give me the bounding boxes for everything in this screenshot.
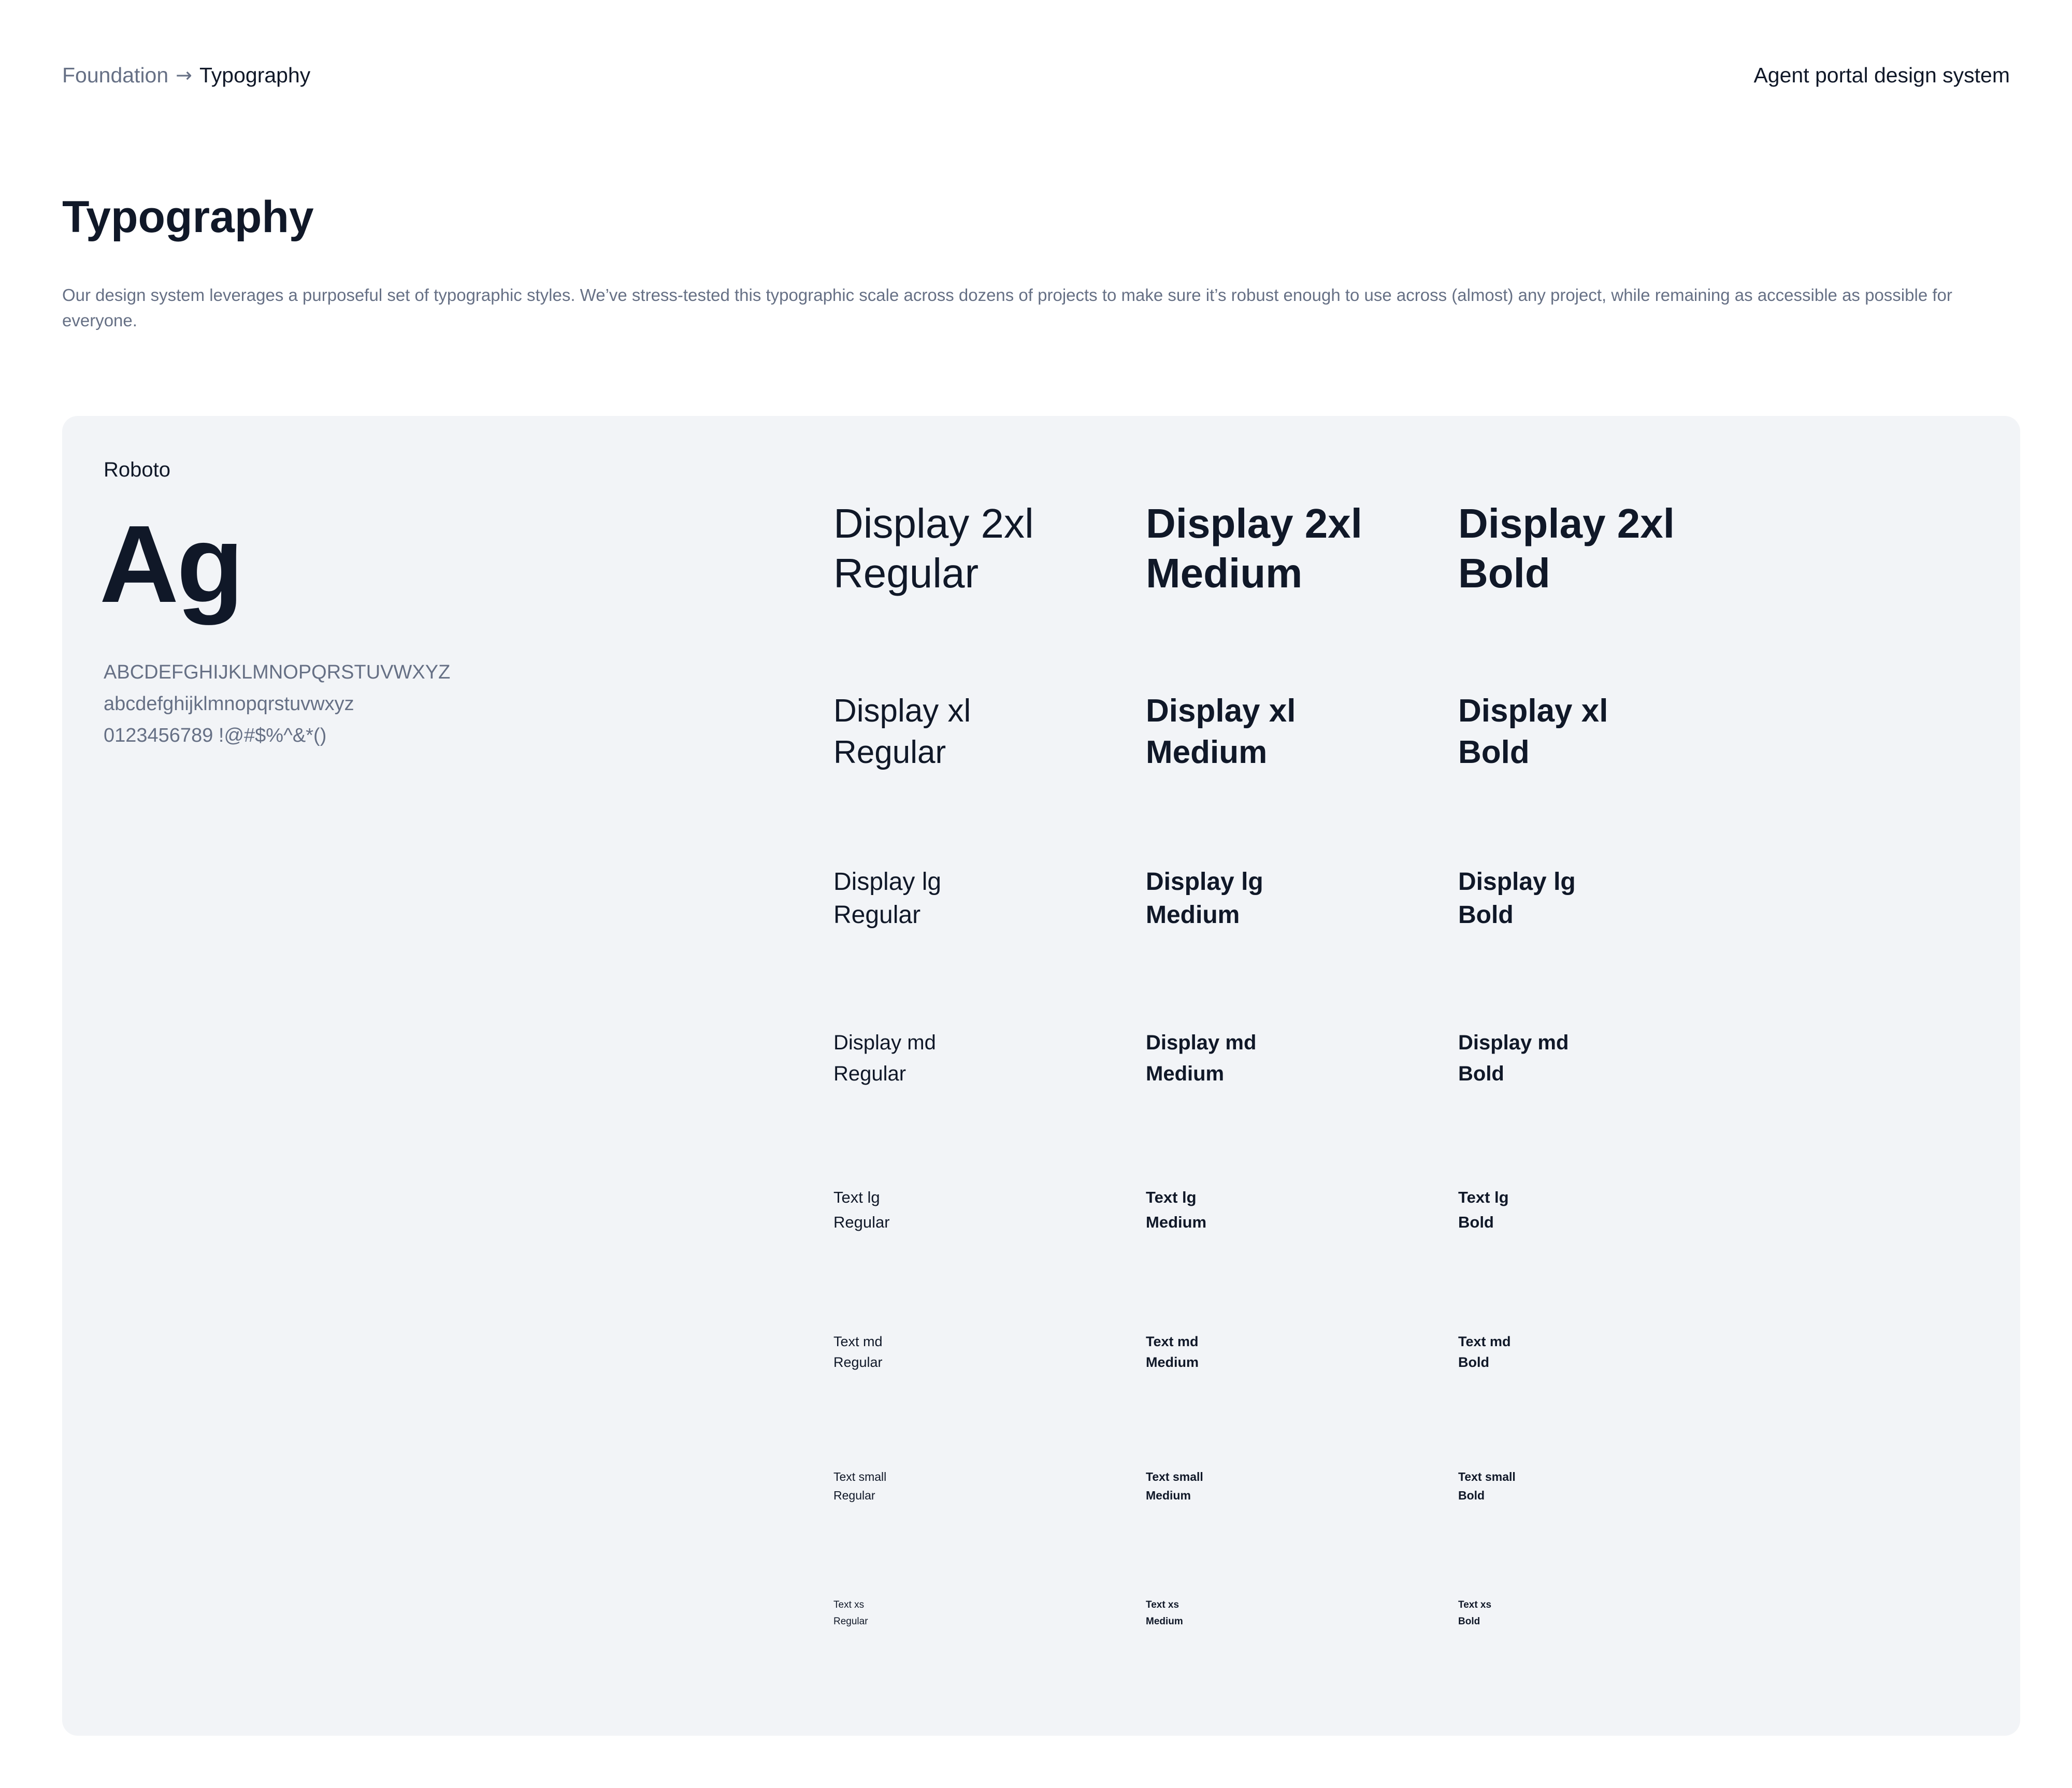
type-sample-text-lg-medium (1146, 1185, 1206, 1235)
type-sample-text-small-regular (833, 1467, 886, 1505)
charset-numbers-symbols: 0123456789 !@#$%^&*() (104, 725, 327, 746)
type-sample-style-name: Display md (1146, 1031, 1257, 1054)
type-sample-weight-name: Medium (1146, 1489, 1191, 1502)
type-sample-display-lg-regular (833, 866, 941, 932)
type-sample-display-md-bold (1458, 1027, 1569, 1089)
type-sample-style-name: Text md (1146, 1334, 1199, 1349)
type-sample-display-md-medium (1146, 1027, 1256, 1089)
type-sample-weight-name: Bold (1458, 1616, 1480, 1627)
page-title: Typography (62, 192, 314, 242)
type-sample-style-name: Text xs (1146, 1599, 1179, 1610)
type-sample-weight-name: Medium (1146, 1213, 1207, 1231)
type-sample-style-name: Display 2xl (1146, 500, 1363, 546)
type-sample-display-lg-medium (1146, 866, 1263, 932)
type-sample-weight-name: Medium (1146, 901, 1240, 929)
type-sample-text-md-medium (1146, 1331, 1199, 1373)
glyph-sample: Ag (99, 502, 242, 625)
type-sample-style-name: Display 2xl (1458, 500, 1675, 546)
breadcrumb (62, 63, 310, 88)
type-sample-text-xs-regular (833, 1597, 868, 1630)
type-sample-display-2xl-medium (1146, 499, 1362, 598)
arrow-right-icon: → (176, 64, 193, 86)
page-description: Our design system leverages a purposeful set of typographic styles. We’ve stress-tested this typographic scale across dozens of projects to make sure it’s robust enough to use across (almost) any project, while remaining as accessible as possible for everyone. (62, 285, 1952, 330)
type-sample-display-md-regular (833, 1027, 936, 1089)
type-sample-display-xl-regular (833, 690, 971, 773)
type-sample-weight-name: Regular (833, 1213, 890, 1231)
type-sample-weight-name: Bold (1458, 734, 1530, 770)
type-sample-style-name: Display xl (1458, 693, 1608, 729)
breadcrumb-current: Typography (199, 63, 311, 87)
type-sample-display-2xl-bold (1458, 499, 1675, 598)
type-sample-text-xs-bold (1458, 1597, 1491, 1630)
type-sample-text-lg-bold (1458, 1185, 1509, 1235)
type-sample-style-name: Text small (833, 1470, 887, 1483)
charset-lowercase: abcdefghijklmnopqrstuvwxyz (104, 693, 354, 715)
type-sample-weight-name: Medium (1146, 1062, 1225, 1085)
type-sample-style-name: Text md (833, 1334, 883, 1349)
type-sample-weight-name: Regular (833, 1616, 868, 1627)
type-sample-style-name: Text lg (833, 1188, 880, 1206)
type-sample-style-name: Text small (1458, 1470, 1516, 1483)
type-sample-text-small-medium (1146, 1467, 1203, 1505)
top-bar (62, 60, 2010, 91)
type-sample-style-name: Display md (833, 1031, 936, 1054)
type-sample-style-name: Display lg (1458, 868, 1576, 896)
charset-uppercase: ABCDEFGHIJKLMNOPQRSTUVWXYZ (104, 661, 451, 683)
type-sample-weight-name: Bold (1458, 550, 1550, 596)
type-sample-style-name: Display 2xl (833, 500, 1034, 546)
type-sample-style-name: Text small (1146, 1470, 1203, 1483)
type-sample-text-small-bold (1458, 1467, 1516, 1505)
type-sample-style-name: Display xl (1146, 693, 1296, 729)
breadcrumb-foundation-link[interactable]: Foundation (62, 63, 169, 87)
type-sample-style-name: Display xl (833, 693, 971, 729)
type-sample-weight-name: Regular (833, 550, 979, 596)
type-sample-style-name: Text md (1458, 1334, 1511, 1349)
type-sample-display-lg-bold (1458, 866, 1576, 932)
type-sample-weight-name: Bold (1458, 1354, 1489, 1370)
character-set (104, 657, 450, 752)
type-sample-weight-name: Medium (1146, 1354, 1199, 1370)
type-sample-weight-name: Bold (1458, 1489, 1485, 1502)
design-system-name: Agent portal design system (1753, 63, 2010, 87)
type-sample-style-name: Display md (1458, 1031, 1569, 1054)
type-sample-weight-name: Regular (833, 901, 921, 929)
type-sample-style-name: Display lg (1146, 868, 1263, 896)
type-sample-text-lg-regular (833, 1185, 890, 1235)
type-sample-weight-name: Bold (1458, 1062, 1504, 1085)
type-sample-weight-name: Bold (1458, 901, 1514, 929)
type-sample-weight-name: Medium (1146, 550, 1303, 596)
type-sample-display-xl-bold (1458, 690, 1608, 773)
type-sample-style-name: Text xs (833, 1599, 865, 1610)
type-sample-style-name: Text lg (1146, 1188, 1197, 1206)
type-sample-weight-name: Regular (833, 1062, 906, 1085)
type-sample-weight-name: Regular (833, 734, 946, 770)
type-sample-display-2xl-regular (833, 499, 1034, 598)
type-sample-display-xl-medium (1146, 690, 1296, 773)
type-sample-weight-name: Regular (833, 1489, 875, 1502)
font-family-name: Roboto (104, 458, 170, 481)
type-sample-weight-name: Bold (1458, 1213, 1494, 1231)
typography-panel (62, 416, 2020, 1736)
type-sample-text-xs-medium (1146, 1597, 1183, 1630)
type-sample-style-name: Text lg (1458, 1188, 1509, 1206)
type-sample-style-name: Text xs (1458, 1599, 1492, 1610)
type-sample-style-name: Display lg (833, 868, 942, 896)
type-sample-text-md-bold (1458, 1331, 1511, 1373)
type-sample-text-md-regular (833, 1331, 883, 1373)
type-sample-weight-name: Medium (1146, 1616, 1183, 1627)
type-sample-weight-name: Regular (833, 1354, 883, 1370)
type-sample-weight-name: Medium (1146, 734, 1268, 770)
